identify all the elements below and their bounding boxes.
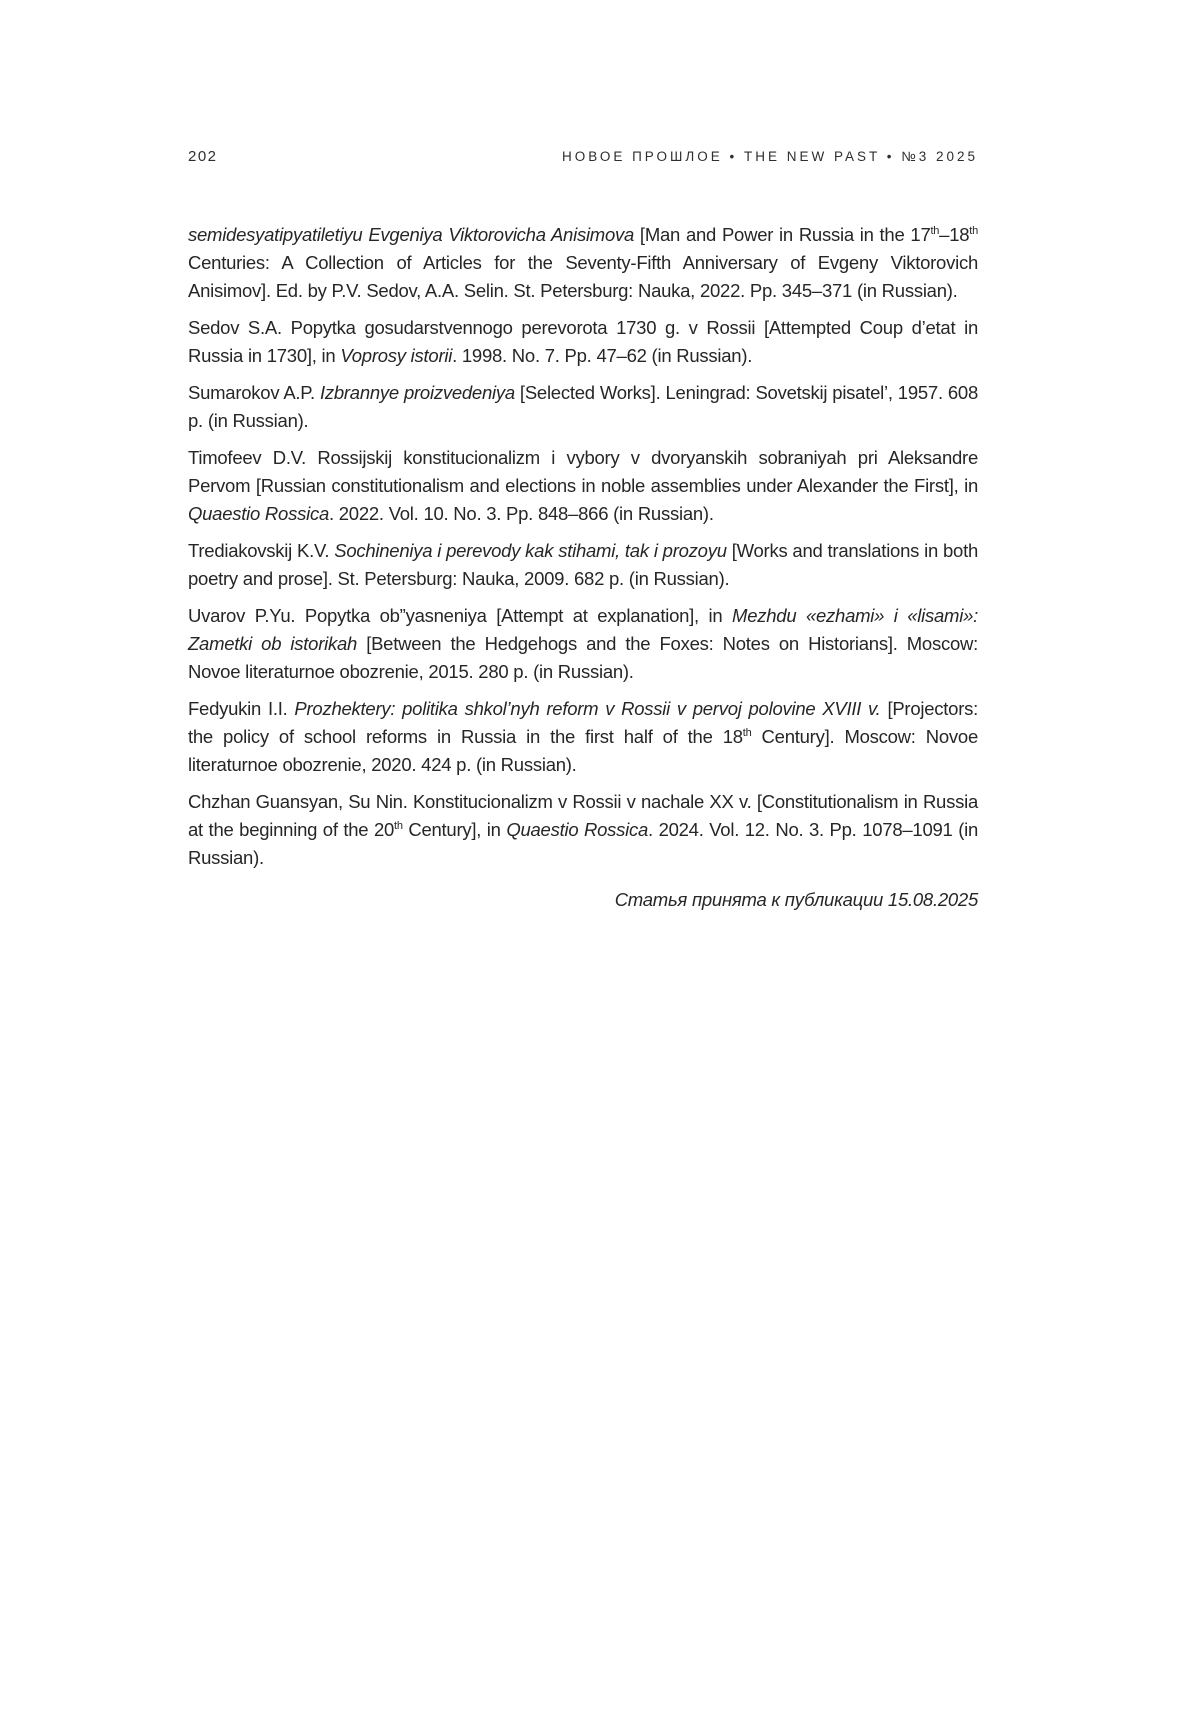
reference-entry [188,788,978,872]
reference-text-run: Century]. Moscow: Novoe literaturnoe obozrenie, 2020. 424 p. (in Russian). [188,726,978,775]
reference-text-run: th [930,224,940,237]
page-number: 202 [188,148,218,165]
reference-entry [188,695,978,779]
reference-text-run: –18 [939,224,970,245]
reference-entry [188,537,978,593]
reference-text-run: [Man and Power in Russia in the 17 [634,224,931,245]
reference-text-run: Voprosy istorii [340,345,453,366]
page-header [188,148,978,165]
reference-text-run: Quaestio Rossica [188,503,329,524]
reference-text-run: Sedov S.A. Popytka gosudarstvennogo perevorota 1730 g. v Rossii [Attempted Coup d’etat in Russia in 1730], in [188,317,978,366]
reference-text-run: . 1998. No. 7. Pp. 47–62 (in Russian). [452,345,753,366]
reference-text-run: Uvarov P.Yu. Popytka ob”yasneniya [Attempt at explanation], in [188,605,733,626]
reference-text-run: [Between the Hedgehogs and the Foxes: Notes on Historians]. Moscow: Novoe literaturnoe obozrenie, 2015. 280 p. (in Russian). [188,633,978,682]
reference-entry [188,602,978,686]
reference-text-run: th [742,726,752,739]
reference-entry [188,314,978,370]
reference-text-run: Quaestio Rossica [506,819,649,840]
reference-entry [188,379,978,435]
reference-text-run: Sumarokov A.P. [188,382,320,403]
acceptance-note: Статья принята к публикации 15.08.2025 [614,889,978,910]
reference-entry [188,221,978,305]
reference-text-run: Fedyukin I.I. [188,698,295,719]
reference-text-run: Century], in [402,819,507,840]
reference-text-run: Mezhdu «ezhami» i «lisami»: Zametki ob istorikah [188,605,978,654]
reference-text-run: th [394,819,403,832]
reference-text-run: Izbrannye proizvedeniya [319,382,515,403]
reference-text-run: Sochineniya i perevody kak stihami, tak i prozoyu [334,540,727,561]
reference-text-run: Timofeev D.V. Rossijskij konstitucionalizm i vybory v dvoryanskih sobraniyah pri Aleksandre Pervom [Russian constitutionalism and elections in noble assemblies under Alexander the First], in [188,447,978,496]
running-title: НОВОЕ ПРОШЛОЕ • THE NEW PAST • №3 2025 [562,149,978,164]
references-list [188,221,978,872]
reference-text-run: . 2024. Vol. 12. No. 3. Pp. 1078–1091 (in Russian). [188,819,978,868]
reference-text-run: Centuries: A Collection of Articles for the Seventy-Fifth Anniversary of Evgeny Viktorovich Anisimov]. Ed. by P.V. Sedov, A.A. Selin. St. Petersburg: Nauka, 2022. Pp. 345–371 (in Russian). [188,252,978,301]
reference-text-run: [Selected Works]. Leningrad: Sovetskij pisatel’, 1957. 608 p. (in Russian). [188,382,978,431]
reference-text-run: . 2022. Vol. 10. No. 3. Pp. 848–866 (in Russian). [328,503,714,524]
reference-text-run: semidesyatipyatiletiyu Evgeniya Viktorovicha Anisimova [188,224,635,245]
reference-text-run: [Projectors: the policy of school reforms in Russia in the first half of the 18 [188,698,979,747]
reference-text-run: [Works and translations in both poetry and prose]. St. Petersburg: Nauka, 2009. 682 p. (in Russian). [188,540,978,589]
reference-text-run: Trediakovskij K.V. [188,540,335,561]
reference-entry [188,444,978,528]
reference-text-run: Prozhektery: politika shkol’nyh reform v Rossii v pervoj polovine XVIII v. [294,698,881,719]
reference-text-run: th [969,224,978,237]
reference-text-run: Chzhan Guansyan, Su Nin. Konstitucionalizm v Rossii v nachale XX v. [Constitutionalism in Russia at the beginning of the 20 [188,791,978,840]
